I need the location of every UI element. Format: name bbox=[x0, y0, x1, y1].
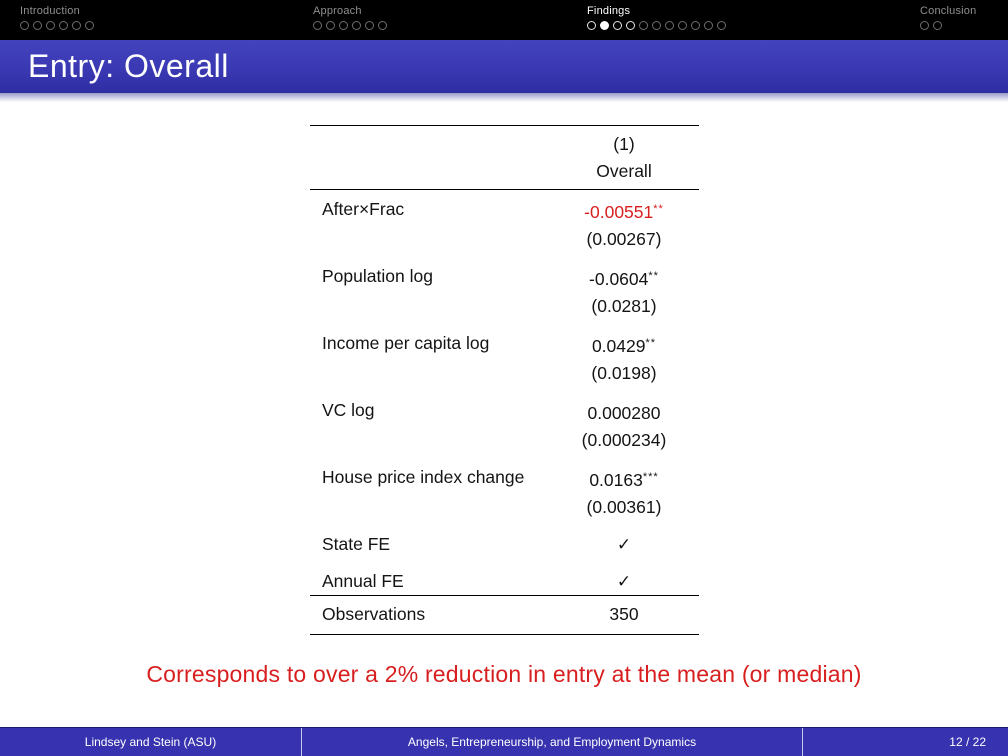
nav-section-label[interactable]: Findings bbox=[587, 5, 631, 17]
standard-error: (0.000234) bbox=[581, 430, 667, 450]
standard-error: (0.0198) bbox=[591, 363, 657, 383]
column-name: Overall bbox=[596, 161, 652, 181]
slide-dot[interactable] bbox=[613, 21, 622, 30]
nav-section-label[interactable]: Approach bbox=[313, 5, 362, 17]
slide-dot[interactable] bbox=[378, 21, 387, 30]
title-bar-shadow bbox=[0, 93, 1008, 102]
slide-dot[interactable] bbox=[665, 21, 674, 30]
slide-dot[interactable] bbox=[313, 21, 322, 30]
slide-dot[interactable] bbox=[339, 21, 348, 30]
nav-section-label[interactable]: Conclusion bbox=[920, 5, 977, 17]
slide-dot[interactable] bbox=[691, 21, 700, 30]
nav-section-label[interactable]: Introduction bbox=[20, 5, 80, 17]
observations-value: 350 bbox=[609, 604, 639, 624]
row-label: Income per capita log bbox=[322, 333, 490, 353]
table-row-after-frac bbox=[310, 196, 699, 253]
slide-dot[interactable] bbox=[46, 21, 55, 30]
checkmark-icon: ✓ bbox=[616, 535, 632, 554]
slide-dot[interactable] bbox=[72, 21, 81, 30]
significance-stars: ** bbox=[653, 203, 664, 215]
takeaway-note: Corresponds to over a 2% reduction in entry at the mean (or median) bbox=[146, 661, 862, 687]
slide-dot[interactable] bbox=[20, 21, 29, 30]
slide-dot[interactable] bbox=[639, 21, 648, 30]
table-row-observations bbox=[310, 596, 699, 634]
nav-section-approach bbox=[313, 5, 387, 30]
nav-dots-conclusion bbox=[920, 21, 976, 30]
row-label: House price index change bbox=[322, 467, 525, 487]
table-body bbox=[310, 190, 699, 595]
table-row-income-per-capita-log bbox=[310, 330, 699, 387]
slide-dot[interactable] bbox=[59, 21, 68, 30]
slide-dot[interactable] bbox=[365, 21, 374, 30]
nav-dots-introduction bbox=[20, 21, 94, 30]
slide-dot[interactable] bbox=[704, 21, 713, 30]
table-row-vc-log bbox=[310, 397, 699, 454]
coefficient-value: 0.0163*** bbox=[589, 470, 659, 490]
nav-section-introduction bbox=[20, 5, 94, 30]
slide-dot[interactable] bbox=[587, 21, 596, 30]
row-label: After×Frac bbox=[322, 199, 405, 219]
slide-dot[interactable] bbox=[933, 21, 942, 30]
coefficient-value: 0.0429** bbox=[591, 336, 657, 356]
table-header bbox=[310, 126, 699, 189]
table-row-state-fe bbox=[310, 531, 699, 558]
footer-author: Lindsey and Stein (ASU) bbox=[0, 728, 302, 756]
nav-section-conclusion bbox=[920, 5, 976, 30]
slide-dot[interactable] bbox=[678, 21, 687, 30]
significance-stars: ** bbox=[645, 337, 657, 349]
slide-dot[interactable] bbox=[920, 21, 929, 30]
slide-dot[interactable] bbox=[85, 21, 94, 30]
coefficient-value: -0.0604** bbox=[589, 269, 659, 289]
slide-dot[interactable] bbox=[352, 21, 361, 30]
slide-dot[interactable] bbox=[717, 21, 726, 30]
row-label: State FE bbox=[322, 534, 391, 554]
slide-dot[interactable] bbox=[326, 21, 335, 30]
slide-dot[interactable] bbox=[626, 21, 635, 30]
table-row-annual-fe bbox=[310, 568, 699, 595]
coefficient-value: 0.000280 bbox=[587, 403, 661, 423]
row-label: Annual FE bbox=[322, 571, 404, 591]
checkmark-icon: ✓ bbox=[616, 572, 632, 591]
nav-section-findings bbox=[587, 5, 726, 30]
slide-dot[interactable] bbox=[33, 21, 42, 30]
row-label: Population log bbox=[322, 266, 433, 286]
footer-short-title: Angels, Entrepreneurship, and Employment Dynamics bbox=[302, 728, 803, 756]
nav-dots-approach bbox=[313, 21, 387, 30]
frame-title-bar bbox=[0, 40, 1008, 93]
standard-error: (0.00361) bbox=[586, 497, 662, 517]
navigation-bar bbox=[0, 0, 1008, 40]
table-row-population-log bbox=[310, 263, 699, 320]
column-number: (1) bbox=[613, 134, 635, 154]
significance-stars: ** bbox=[648, 270, 659, 282]
footer-page-number: 12 / 22 bbox=[949, 735, 986, 749]
footline bbox=[0, 727, 1008, 756]
row-label: VC log bbox=[322, 400, 375, 420]
standard-error: (0.00267) bbox=[586, 229, 662, 249]
row-label: Observations bbox=[322, 604, 426, 624]
frame-title: Entry: Overall bbox=[28, 48, 229, 84]
standard-error: (0.0281) bbox=[591, 296, 657, 316]
slide-dot[interactable] bbox=[652, 21, 661, 30]
slide-dot[interactable] bbox=[600, 21, 609, 30]
regression-table bbox=[310, 125, 699, 635]
significance-stars: *** bbox=[642, 471, 659, 483]
table-bottom-rule bbox=[310, 634, 699, 635]
coefficient-value: -0.00551** bbox=[584, 202, 664, 222]
table-row-house-price-index-change bbox=[310, 464, 699, 521]
nav-dots-findings bbox=[587, 21, 726, 30]
